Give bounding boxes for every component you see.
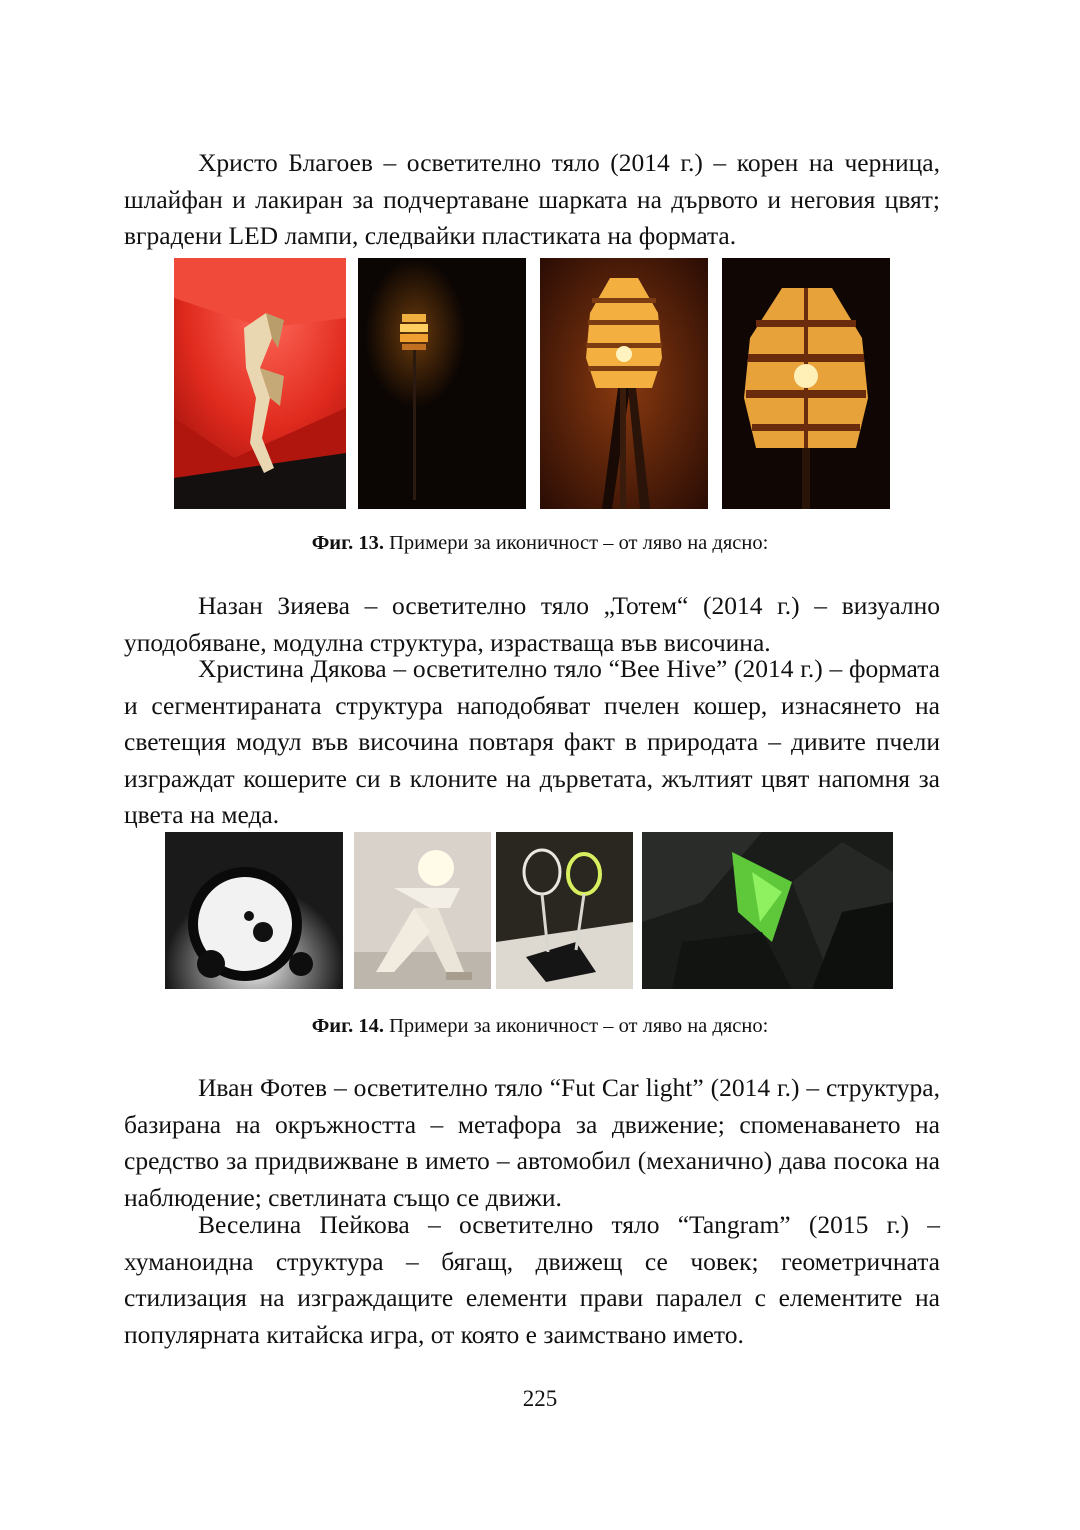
- photo-fut-car-light: [165, 832, 343, 989]
- photo-beehive-closeup: [722, 258, 890, 509]
- figure-13-caption-text: Примери за иконичност – от ляво на дясно:: [384, 532, 769, 554]
- paragraph-dyakova: Христина Дякова – осветително тяло “Bee Hive” (2014 г.) – формата и сегментираната структура наподобяват пчелен кошер, изнасянето на светещия модул във височина повтаря факт в природата – дивите пчели изграждат кошерите си в клоните на дърветата, жълтият цвят напомня за цвета на меда.: [124, 654, 940, 829]
- figure-14-caption: [0, 1015, 1080, 1038]
- paragraph-peykova: Веселина Пейкова – осветително тяло “Tangram” (2015 г.) – хуманоидна структура – бягащ, движещ се човек; геометричната стилизация на изграждащите елементи прави паралел с елементите на популярната китайска игра, от която е заимствано името.: [124, 1210, 940, 1349]
- photo-green-geometric-lamp: [642, 832, 893, 989]
- photo-tangram-lamp: [354, 832, 491, 989]
- photo-totem-lamp: [358, 258, 526, 509]
- figure-13-label: Фиг. 13.: [311, 532, 384, 554]
- page-number: 225: [522, 1386, 558, 1411]
- paragraph-fotev: Иван Фотев – осветително тяло “Fut Car light” (2014 г.) – структура, базирана на окръжността – метафора за движение; споменаването на средство за придвижване в името – автомобил (механично) дава посока на наблюдение; светлината също се движи.: [124, 1073, 940, 1212]
- photo-root-lamp: [174, 258, 346, 509]
- figure-13-caption: [0, 532, 1080, 555]
- figure-14-photos: [165, 832, 893, 989]
- photo-beehive-lamp: [540, 258, 708, 509]
- figure-14-label: Фиг. 14.: [311, 1015, 384, 1037]
- figure-13-photos: [174, 258, 890, 509]
- paragraph-ziyaeva: Назан Зияева – осветително тяло „Тотем“ (2014 г.) – визуално уподобяване, модулна структура, израстваща във височина.: [124, 591, 940, 657]
- paragraph-blagoev: Христо Благоев – осветително тяло (2014 г.) – корен на черница, шлайфан и лакиран за подчертаване шарката на дървото и неговия цвят; вградени LED лампи, следвайки пластиката на формата.: [124, 148, 940, 250]
- figure-14-caption-text: Примери за иконичност – от ляво на дясно:: [384, 1015, 769, 1037]
- photo-lightbulb-sculpture: [496, 832, 633, 989]
